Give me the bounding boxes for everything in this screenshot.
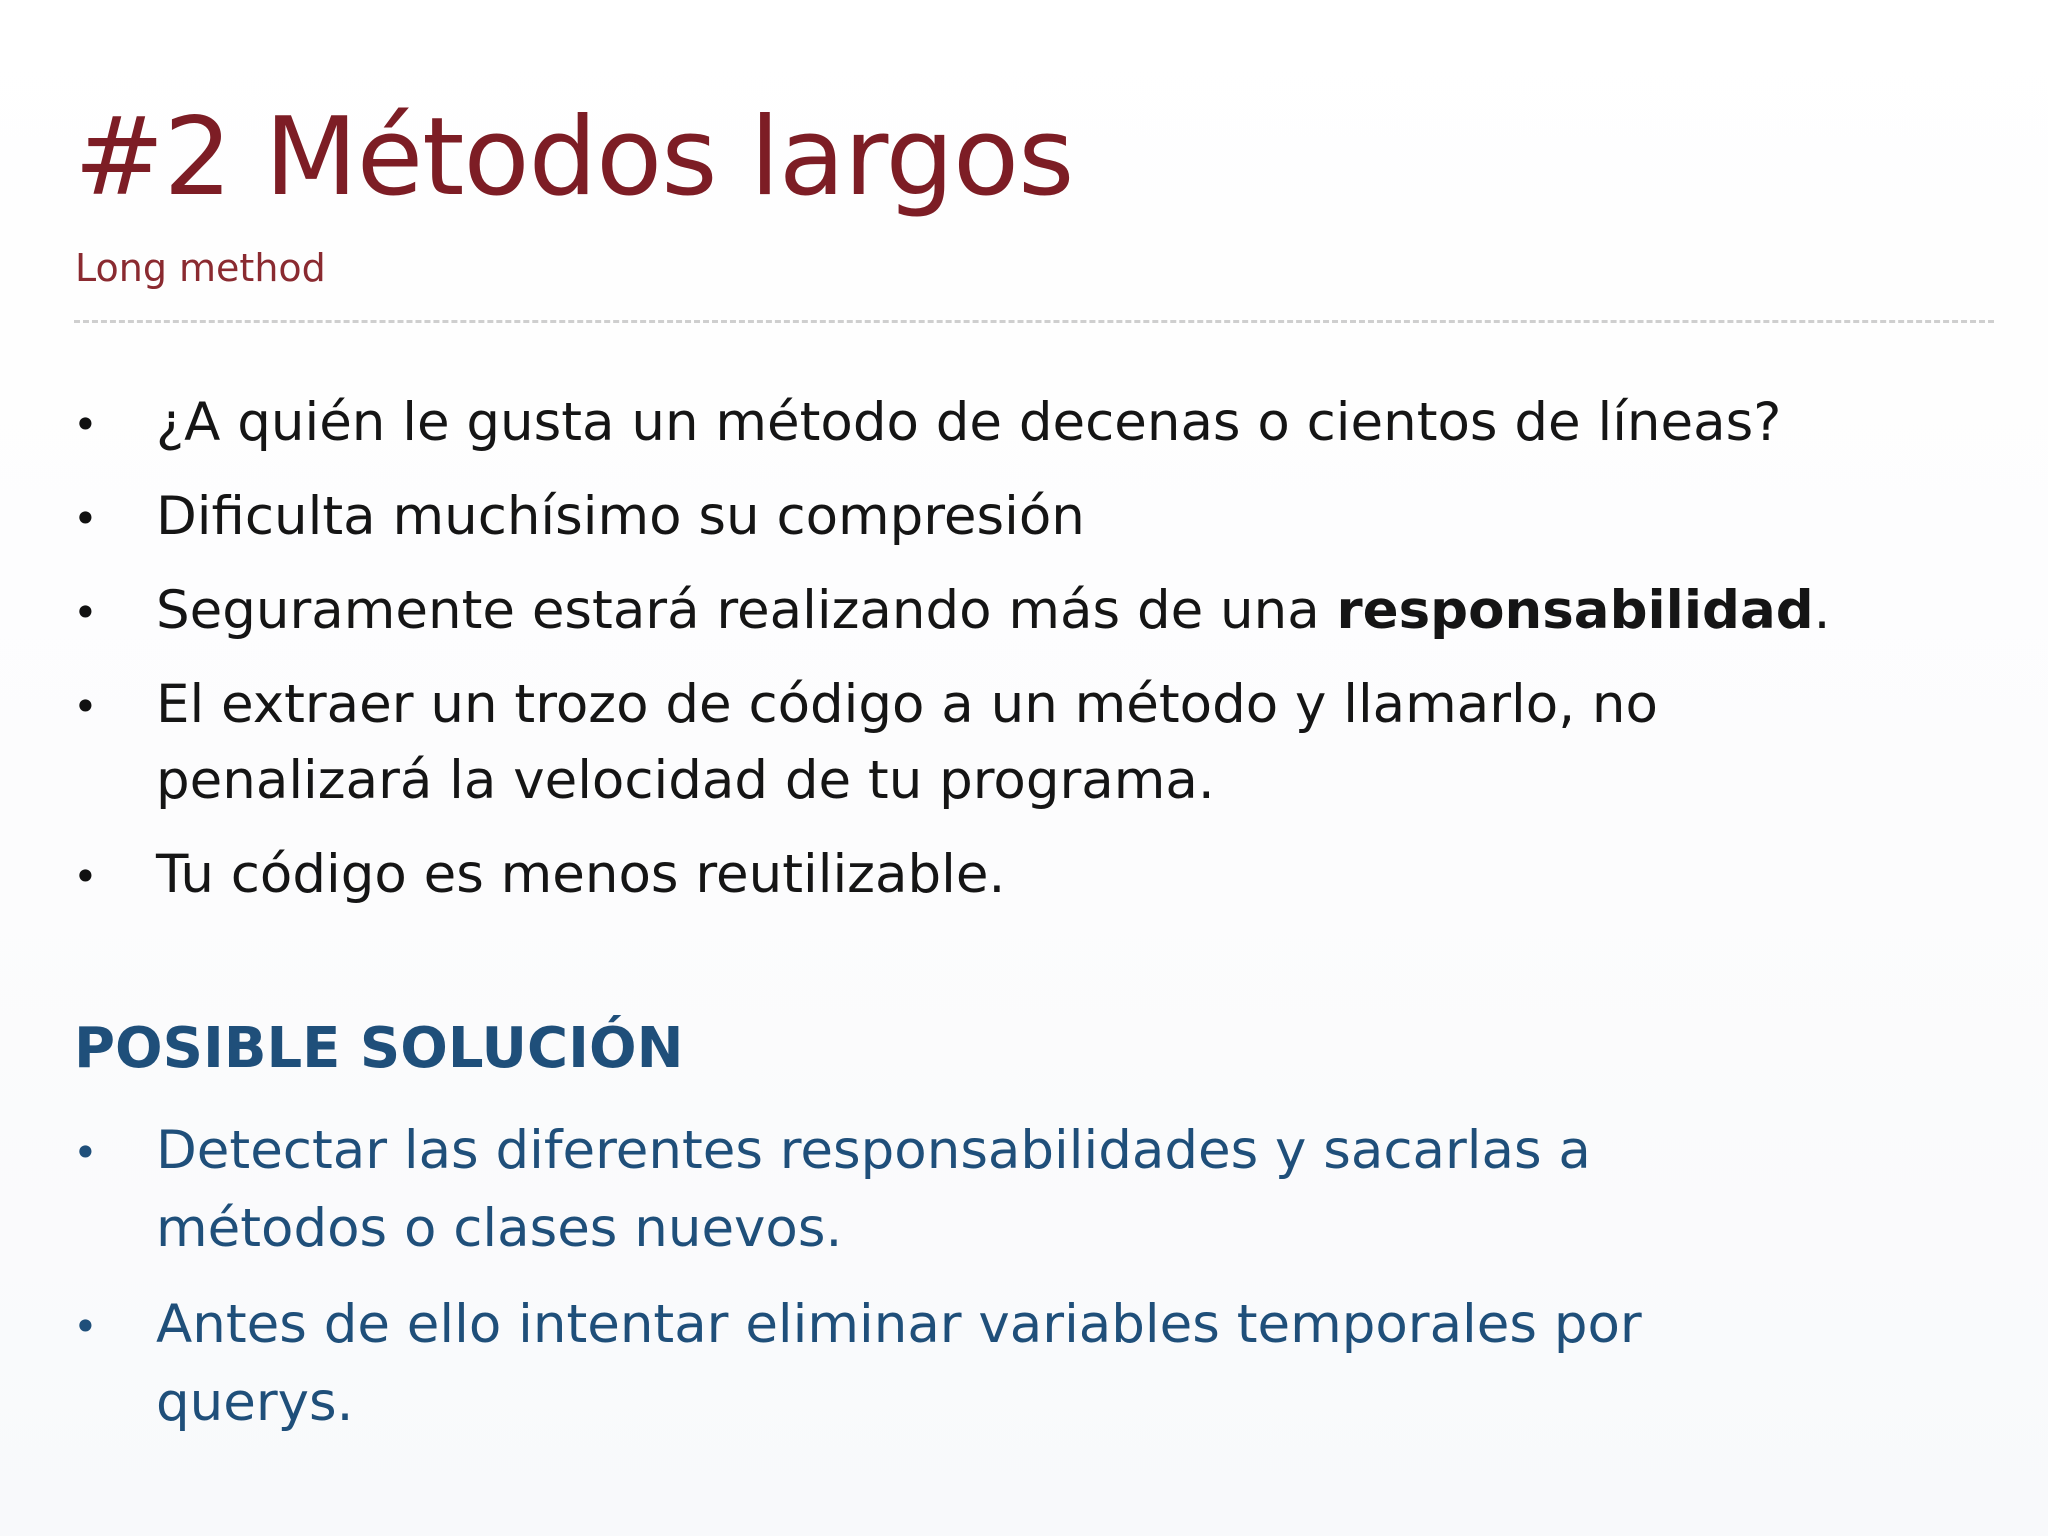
bullet-dot: • <box>73 1128 98 1177</box>
bullet-dot: • <box>73 588 98 637</box>
bullet-text-after: . <box>1813 580 1831 641</box>
bullet-dot: • <box>73 494 98 543</box>
bullet-dot: • <box>73 682 98 731</box>
bullet-text-line-2: penalizará la velocidad de tu programa. <box>156 750 1215 811</box>
bullet-text-bold: responsabilidad <box>1336 580 1814 641</box>
bullet-dot: • <box>73 1302 98 1351</box>
bullet-dot: • <box>73 852 98 901</box>
bullet-text-before: Seguramente estará realizando más de una <box>156 580 1337 641</box>
bullet-dot: • <box>73 400 98 449</box>
slide-title: #2 Métodos largos <box>74 95 1074 220</box>
solution-text-line-1: Detectar las diferentes responsabilidades y sacarlas a <box>156 1120 1591 1181</box>
title-divider <box>74 320 1994 323</box>
bullet-text <box>156 572 1976 650</box>
bullet-text: Dificulta muchísimo su compresión <box>156 486 1085 547</box>
solution-text-line-2: métodos o clases nuevos. <box>156 1198 843 1259</box>
bullet-text-line-1: El extraer un trozo de código a un método y llamarlo, no <box>156 674 1658 735</box>
solution-heading: POSIBLE SOLUCIÓN <box>74 1016 684 1081</box>
bullet-text: ¿A quién le gusta un método de decenas o cientos de líneas? <box>156 392 1782 453</box>
solution-text-line-2: querys. <box>156 1372 354 1433</box>
solution-text-line-1: Antes de ello intentar eliminar variables temporales por <box>156 1294 1642 1355</box>
bullet-text: Tu código es menos reutilizable. <box>156 844 1006 905</box>
slide-subtitle: Long method <box>75 246 326 290</box>
